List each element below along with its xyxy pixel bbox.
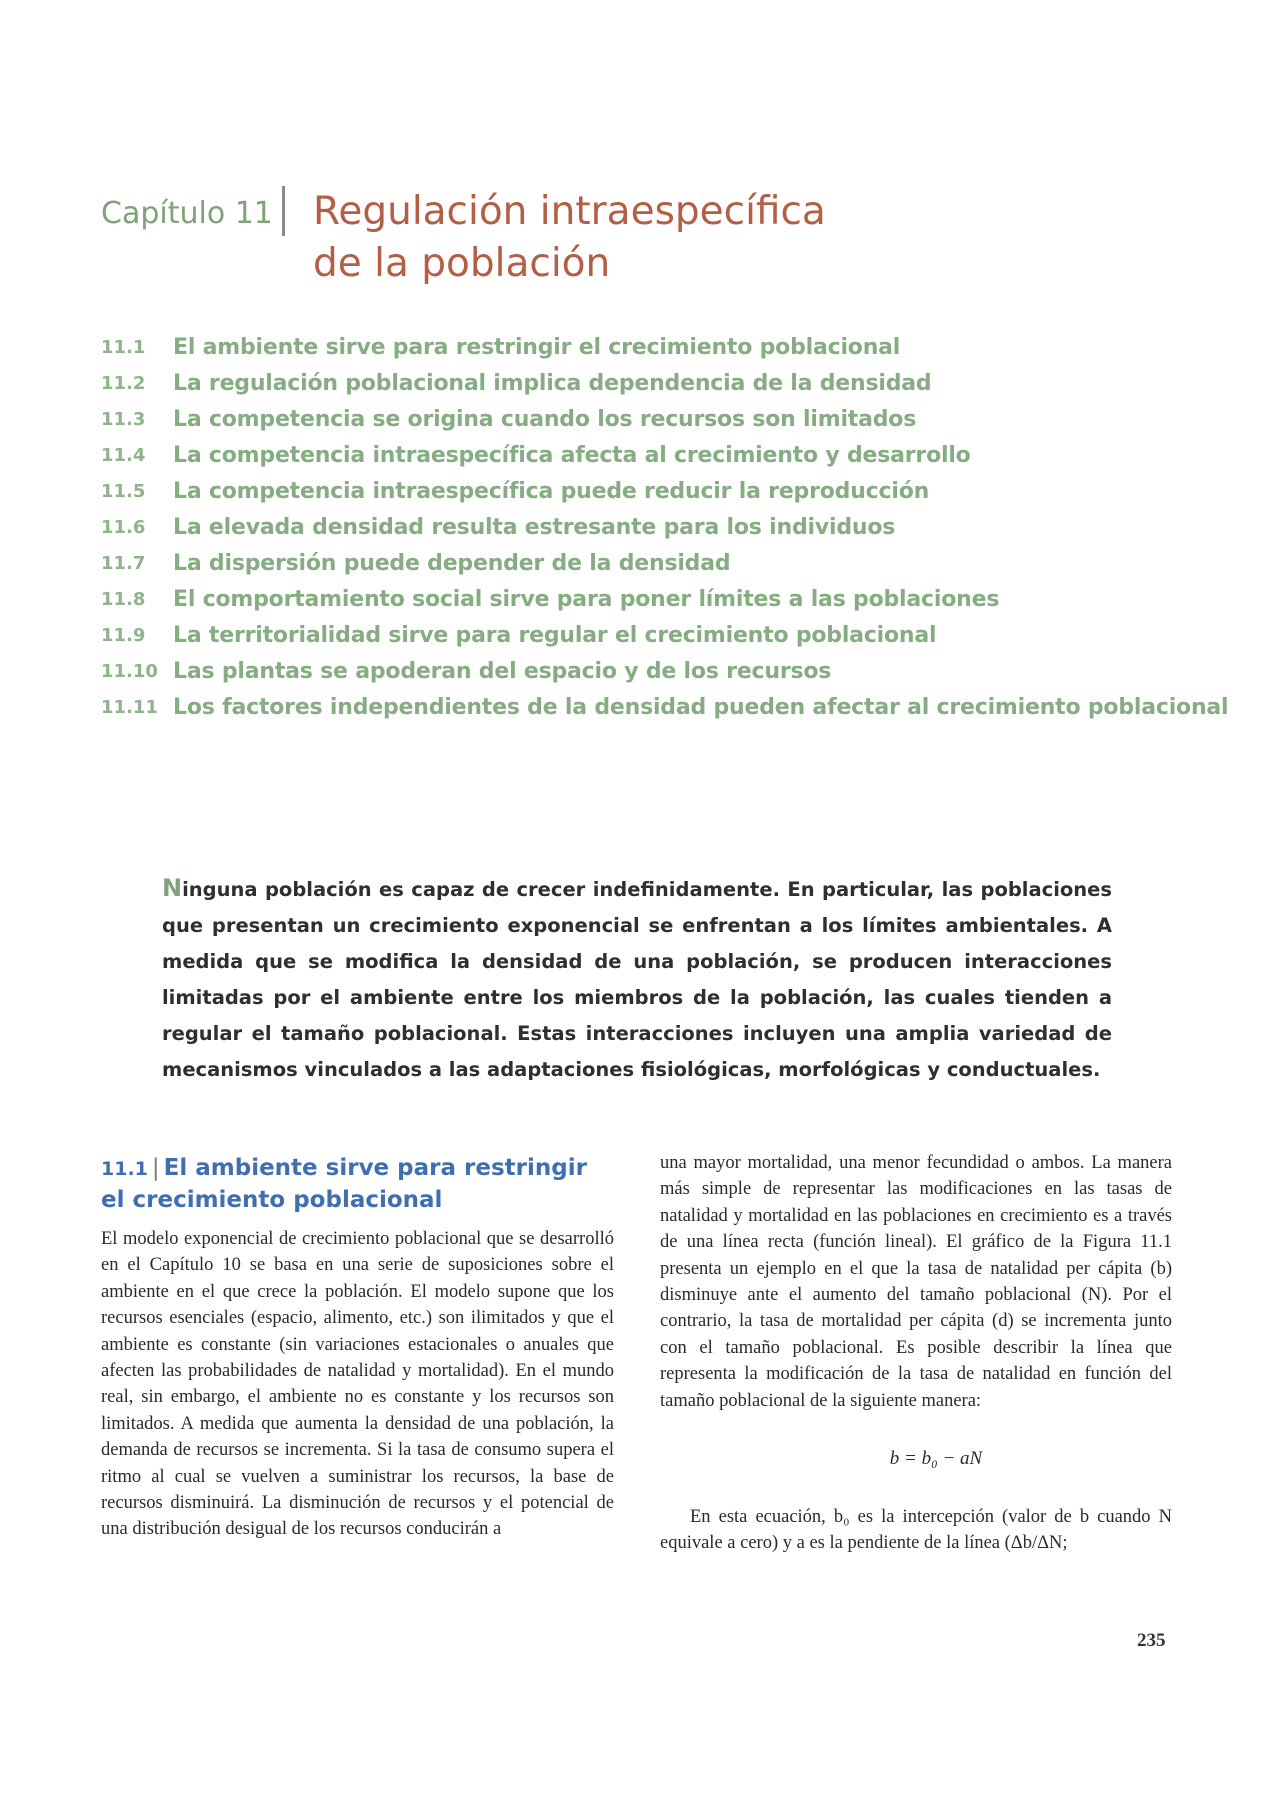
toc-item-number: 11.1 — [101, 337, 146, 358]
toc-item-text: El ambiente sirve para restringir el crecimiento poblacional — [173, 335, 901, 360]
toc-item-number: 11.2 — [101, 373, 146, 394]
toc-item-text: La competencia se origina cuando los recursos son limitados — [173, 407, 917, 432]
toc-item — [101, 366, 1151, 402]
toc-item-text: La regulación poblacional implica dependencia de la densidad — [173, 371, 932, 396]
chapter-title-line1: Regulación intraespecífica — [313, 189, 826, 234]
toc-item — [101, 582, 1151, 618]
toc-item — [101, 510, 1151, 546]
section-title: El ambiente sirve para restringir el crecimiento poblacional — [101, 1155, 587, 1213]
chapter-introduction — [162, 870, 1112, 1088]
toc-item — [101, 690, 1229, 726]
page-number: 235 — [1137, 1630, 1166, 1651]
right-column — [660, 1150, 1172, 1557]
equation: b = b₀ − aN — [889, 1448, 983, 1470]
toc-item-text: Los factores independientes de la densidad pueden afectar al crecimiento poblacional — [173, 695, 1229, 720]
toc-item-text: La territorialidad sirve para regular el crecimiento poblacional — [173, 623, 937, 648]
toc-item-number: 11.10 — [101, 661, 158, 682]
toc-item-text: La elevada densidad resulta estresante para los individuos — [173, 515, 896, 540]
toc-item-number: 11.9 — [101, 625, 146, 646]
toc-item — [101, 330, 1151, 366]
toc-item-number: 11.3 — [101, 409, 146, 430]
section-heading — [101, 1153, 614, 1216]
toc-item-text: Las plantas se apoderan del espacio y de los recursos — [173, 659, 832, 684]
toc-item — [101, 438, 1151, 474]
toc-item-text: La competencia intraespecífica puede reducir la reproducción — [173, 479, 930, 504]
intro-text: inguna población es capaz de crecer indefinidamente. En particular, las poblaciones que presentan un crecimiento exponencial se enfrentan a los límites ambientales. A medida que se modifica la densidad de una población, se producen interacciones limitadas por el ambiente entre los miembros de la población, las cuales tienden a regular el tamaño poblacional. Estas interacciones incluyen una amplia variedad de mecanismos vinculados a las adaptaciones fisiológicas, morfológicas y conductuales. — [162, 877, 1112, 1081]
table-of-contents — [101, 330, 1229, 726]
toc-item — [101, 546, 1151, 582]
body-paragraph: El modelo exponencial de crecimiento poblacional que se desarrolló en el Capítulo 10 se basa en una serie de suposiciones sobre el ambiente en el que crece la población. El modelo supone que los recursos esenciales (espacio, alimento, etc.) son ilimitados y que el ambiente es constante (sin variaciones estacionales o anuales que afecten las probabilidades de natalidad y mortalidad). En el mundo real, sin embargo, el ambiente no es constante y los recursos son limitados. A medida que aumenta la densidad de una población, la demanda de recursos se incrementa. Si la tasa de consumo supera el ritmo al cual se vuelven a suministrar los recursos, la base de recursos disminuirá. La disminución de recursos y el potencial de una distribución desigual de los recursos conducirán a — [101, 1229, 614, 1540]
body-paragraph: una mayor mortalidad, una menor fecundidad o ambos. La manera más simple de representar las modificaciones en las tasas de natalidad y mortalidad en las poblaciones en crecimiento es a través de una línea recta (función lineal). El gráfico de la Figura 11.1 presenta un ejemplo en el que la tasa de natalidad per cápita (b) disminuye ante el aumento del tamaño poblacional (N). Por el contrario, la tasa de mortalidad per cápita (d) se incrementa junto con el tamaño poblacional. Es posible describir la línea que representa la modificación de la tasa de natalidad en función del tamaño poblacional de la siguiente manera: — [660, 1153, 1172, 1411]
chapter-separator — [282, 186, 285, 236]
toc-item-number: 11.6 — [101, 517, 146, 538]
toc-item — [101, 618, 1151, 654]
toc-item-number: 11.11 — [101, 697, 158, 718]
toc-item-number: 11.5 — [101, 481, 146, 502]
body-paragraph: En esta ecuación, b₀ es la intercepción (valor de b cuando N equivale a cero) y a es la pendiente de la línea (Δb/ΔN; — [660, 1507, 1172, 1554]
left-column — [101, 1153, 614, 1543]
section-separator: | — [151, 1155, 160, 1181]
toc-item-number: 11.4 — [101, 445, 146, 466]
toc-item-text: La dispersión puede depender de la densidad — [173, 551, 731, 576]
toc-item — [101, 402, 1151, 438]
toc-item — [101, 654, 1151, 690]
toc-item — [101, 474, 1151, 510]
toc-item-number: 11.7 — [101, 553, 146, 574]
toc-item-text: El comportamiento social sirve para poner límites a las poblaciones — [173, 587, 1000, 612]
drop-cap: N — [162, 873, 183, 902]
section-number: 11.1 — [101, 1158, 148, 1180]
toc-item-number: 11.8 — [101, 589, 146, 610]
chapter-title-line2: de la población — [313, 241, 611, 286]
toc-item-text: La competencia intraespecífica afecta al crecimiento y desarrollo — [173, 443, 971, 468]
chapter-title — [313, 186, 1013, 290]
chapter-label: Capítulo 11 — [101, 196, 273, 231]
